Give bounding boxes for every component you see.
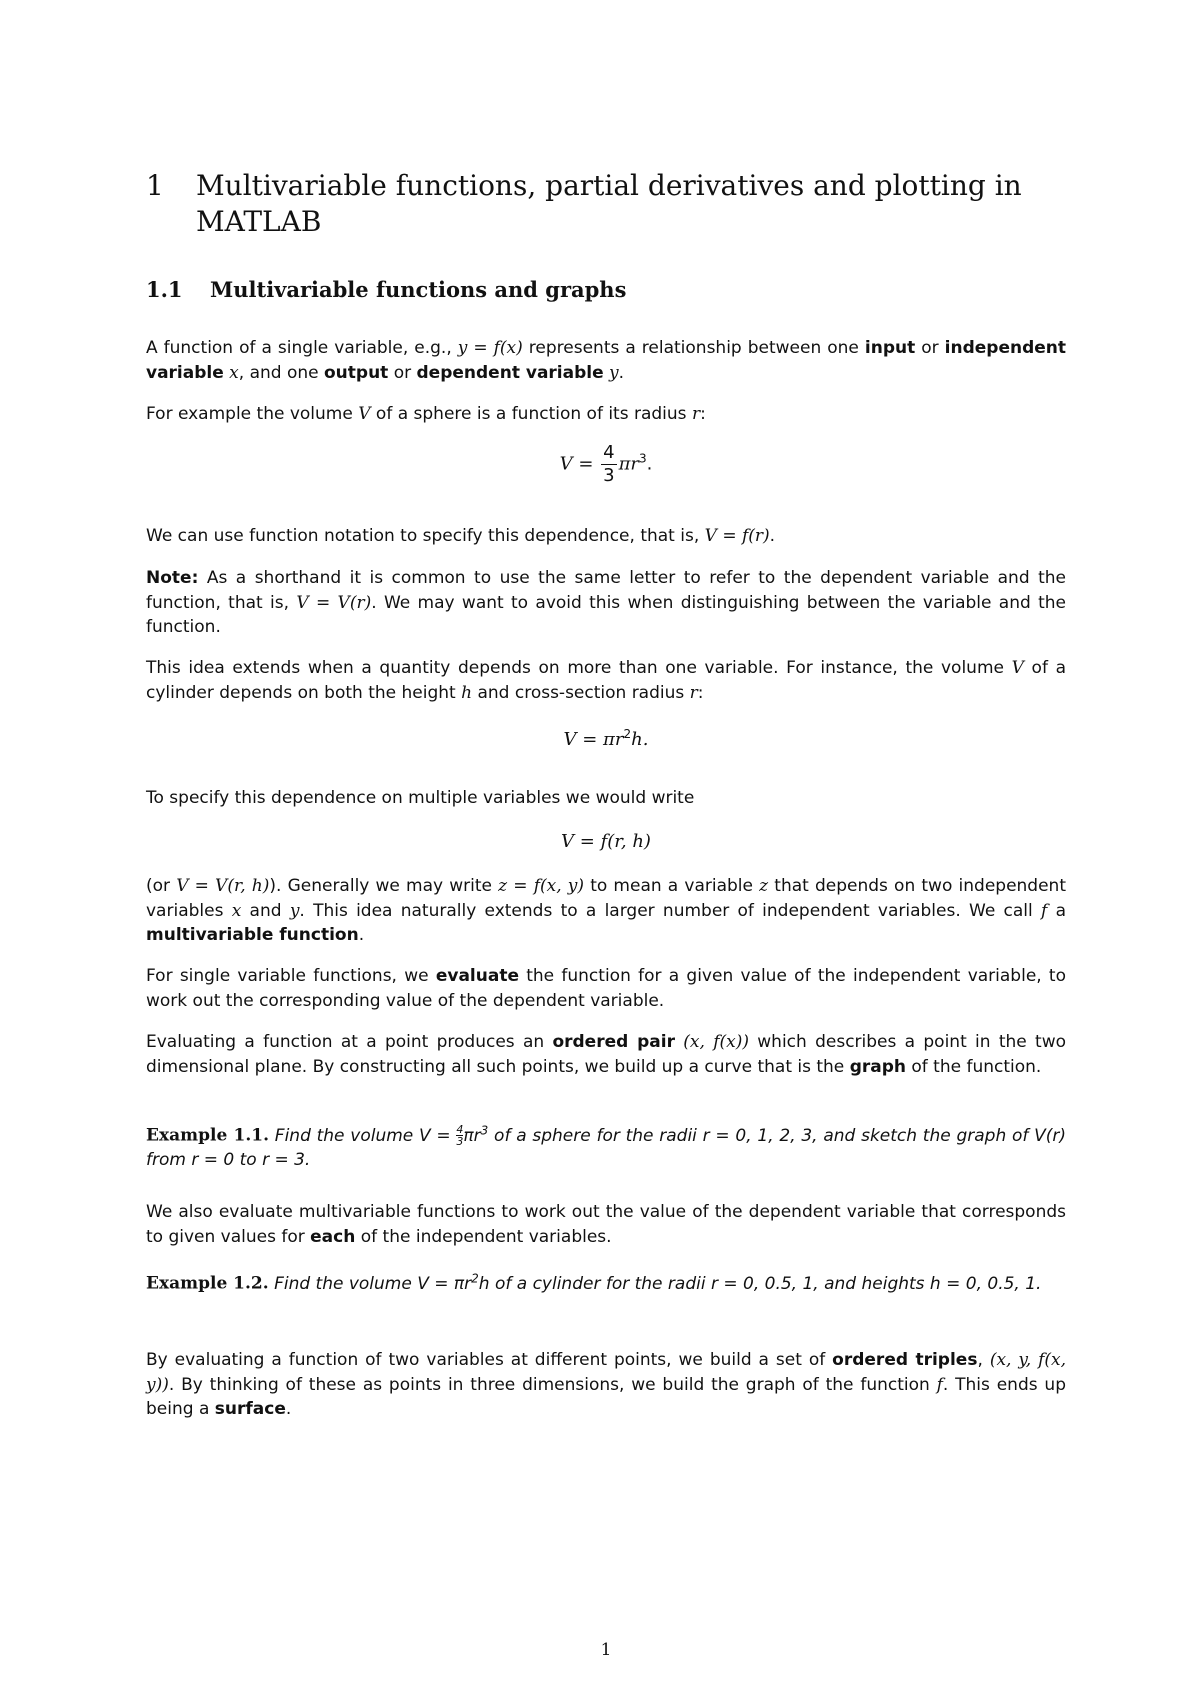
paragraph-7: (or V = V(r, h)). Generally we may write z = f(x, y) to mean a variable z that depends on two independent variables x and y. This idea naturally extends to a larger number of independent variables. We call f a multivariable function. — [146, 876, 1066, 945]
example-label: Example 1.1. — [146, 1125, 270, 1146]
equation-sphere-volume: V = $\frac{4}{3}$ $\pi r^3$. — [559, 442, 653, 486]
example-label: Example 1.2. — [146, 1273, 269, 1294]
paragraph-10: We also evaluate multivariable functions to work out the value of the dependent variable that corresponds to given values for each of the independent variables. — [146, 1202, 1066, 1247]
equation-function-notation: V = f(r, h) — [561, 831, 651, 852]
paragraph-9: Evaluating a function at a point produces an ordered pair (x, f(x)) which describes a point in the two dimensional plane. By constructing all such points, we build up a curve that is the graph of the function. — [146, 1032, 1067, 1077]
paragraph-2: For example the volume V of a sphere is a function of its radius r: — [146, 404, 706, 424]
page-number: 1 — [600, 1640, 612, 1660]
paragraph-note: Note: As a shorthand it is common to use the same letter to refer to the dependent variable and the function, that is, V = V(r). We may want to avoid this when distinguishing between the variable and the function. — [146, 568, 1067, 637]
paragraph-5: This idea extends when a quantity depends on more than one variable. For instance, the volume V of a cylinder depends on both the height h and cross-section radius r: — [146, 658, 1066, 703]
paragraph-6: To specify this dependence on multiple variables we would write — [146, 788, 695, 808]
paragraph-11: By evaluating a function of two variables at different points, we build a set of ordered triples, (x, y, f(x, y)). By thinking of these as points in three dimensions, we build the graph of the function f. This ends up being a surface. — [146, 1350, 1067, 1419]
paragraph-1: A function of a single variable, e.g., y = f(x) represents a relationship between one input or independent variable x, and one output or dependent variable y. — [146, 338, 1067, 383]
section-number: 1.1 — [146, 277, 183, 302]
section-heading — [146, 276, 626, 304]
equation-cylinder-volume: $V = \pi r^2h$. — [563, 727, 649, 750]
example-1-1: Example 1.1. Find the volume V = $\frac{4}{3}\pi r^3$ of a sphere for the radii r = 0, 1, 2, 3, and sketch the graph of V(r) from r = 0 to r = 3. — [146, 1123, 1067, 1171]
chapter-number: 1 — [146, 169, 164, 202]
example-1-2: Example 1.2. Find the volume $V = \pi r^2h$ of a cylinder for the radii r = 0, 0.5, 1, and heights h = 0, 0.5, 1. — [146, 1271, 1042, 1294]
section-title: Multivariable functions and graphs — [210, 277, 627, 302]
chapter-title: Multivariable functions, partial derivatives and plotting in MATLAB — [196, 169, 1022, 238]
paragraph-3: We can use function notation to specify this dependence, that is, V = f(r). — [146, 526, 776, 546]
paragraph-8: For single variable functions, we evaluate the function for a given value of the independent variable, to work out the corresponding value of the dependent variable. — [146, 966, 1067, 1011]
